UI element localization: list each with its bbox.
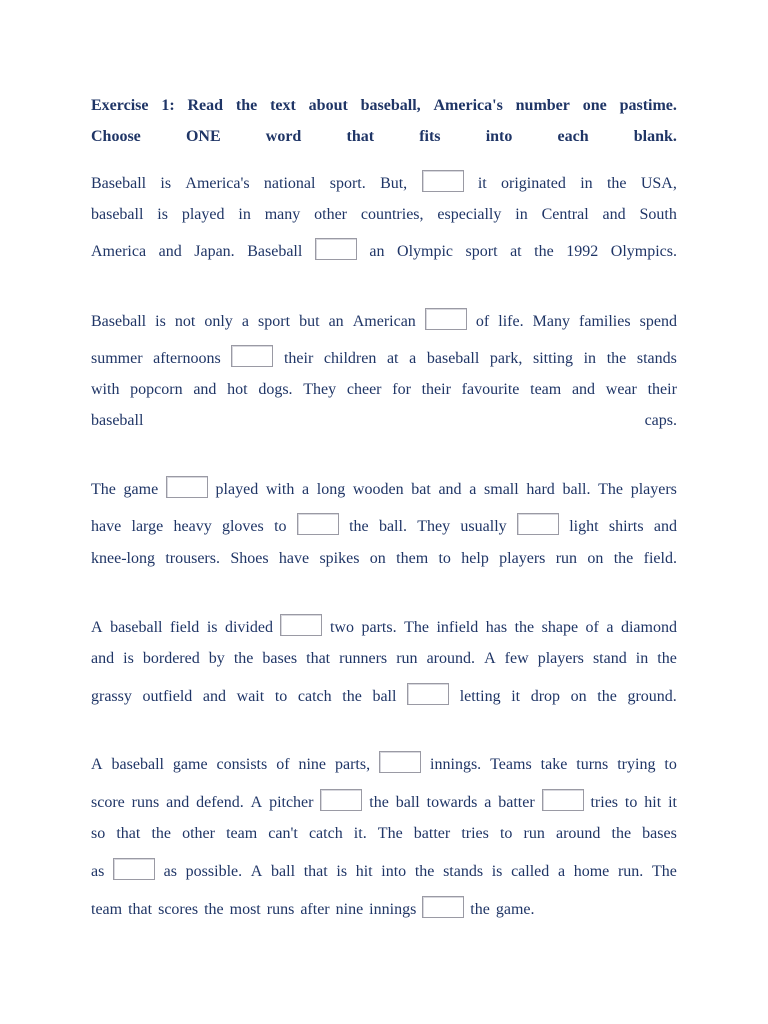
word: outfield <box>142 688 193 705</box>
answer-blank-1[interactable] <box>422 170 464 192</box>
word: ball <box>271 863 296 880</box>
word: is <box>155 313 166 330</box>
word: the <box>204 901 224 918</box>
word: runs <box>131 794 160 811</box>
word: is <box>157 206 168 223</box>
word: in <box>515 206 528 223</box>
word: A <box>250 794 263 811</box>
word: the <box>342 688 362 705</box>
text-line-p3l1 <box>91 478 677 500</box>
word: batter <box>498 794 535 811</box>
word: an <box>369 243 385 260</box>
word: trousers. <box>165 550 220 567</box>
word: with <box>265 481 295 498</box>
word: stands <box>636 350 677 367</box>
word: not <box>174 313 196 330</box>
word: ball <box>372 688 397 705</box>
text-line-p5l5 <box>91 898 677 920</box>
word: other <box>182 825 215 842</box>
word: after <box>300 901 330 918</box>
text-line-p5l1 <box>91 753 677 775</box>
word: bases <box>262 650 298 667</box>
word: Baseball <box>91 175 147 192</box>
word: Olympic <box>397 243 454 260</box>
word: the <box>470 901 490 918</box>
word: field. <box>643 550 677 567</box>
word: a <box>606 619 614 636</box>
word: diamond <box>620 619 677 636</box>
word: Exercise <box>91 97 149 114</box>
word: into <box>485 128 513 145</box>
word: Read <box>187 97 224 114</box>
word: and <box>193 381 217 398</box>
word: divided <box>224 619 273 636</box>
word: summer <box>91 350 143 367</box>
word: The <box>377 825 403 842</box>
word: caps. <box>644 412 677 429</box>
word: Shoes <box>230 550 269 567</box>
word: The <box>404 619 429 636</box>
text-line-p2l2 <box>91 347 677 369</box>
text-line-p1l1 <box>91 172 677 194</box>
word: Teams <box>490 756 532 773</box>
word: long <box>316 481 346 498</box>
word: pastime. <box>619 97 677 114</box>
word: A <box>250 863 263 880</box>
word: about <box>308 97 348 114</box>
word: so <box>91 825 106 842</box>
word: dogs. <box>258 381 293 398</box>
word: their <box>283 350 314 367</box>
word: in <box>580 175 593 192</box>
word: A <box>484 650 496 667</box>
word: that <box>306 650 331 667</box>
word: and <box>653 518 677 535</box>
word: turns <box>576 756 609 773</box>
word: a <box>241 313 249 330</box>
word: Baseball <box>247 243 303 260</box>
word: wait <box>236 688 265 705</box>
word: at <box>510 243 522 260</box>
word: it <box>477 175 487 192</box>
word: and <box>166 794 190 811</box>
word: America's <box>185 175 250 192</box>
word: many <box>264 206 301 223</box>
word: light <box>569 518 599 535</box>
word: wooden <box>352 481 404 498</box>
word: have <box>278 550 310 567</box>
word: sitting <box>532 350 573 367</box>
text-line-p1l2 <box>91 203 677 225</box>
word: tries <box>461 825 489 842</box>
word: by <box>208 650 225 667</box>
word: is <box>491 863 503 880</box>
word: and <box>602 206 626 223</box>
word: baseball <box>111 756 164 773</box>
answer-blank-11[interactable] <box>320 789 362 811</box>
word: especially <box>437 206 502 223</box>
word: is <box>160 175 172 192</box>
word: the <box>606 350 627 367</box>
word: knee-long <box>91 550 155 567</box>
word: the <box>597 688 617 705</box>
word: and <box>571 381 596 398</box>
word: a <box>469 481 477 498</box>
word: players <box>537 650 584 667</box>
word: to <box>274 688 288 705</box>
answer-blank-7[interactable] <box>517 513 559 535</box>
word: the <box>606 175 627 192</box>
word: The <box>598 481 624 498</box>
word: batter <box>413 825 451 842</box>
word: can't <box>268 825 298 842</box>
word: their <box>421 381 451 398</box>
word: heavy <box>173 518 212 535</box>
word: the <box>414 863 435 880</box>
word: ONE <box>185 128 221 145</box>
word: at <box>386 350 399 367</box>
word: the <box>613 550 634 567</box>
word: the <box>369 794 389 811</box>
word: Japan. <box>194 243 235 260</box>
text-line-p5l3 <box>91 822 677 844</box>
word: players <box>630 481 677 498</box>
word: The <box>651 863 677 880</box>
word: as <box>163 863 177 880</box>
text-line-p5l2 <box>91 791 677 813</box>
word: baseball, <box>360 97 421 114</box>
word: team <box>91 901 123 918</box>
word: sport <box>465 243 498 260</box>
word: ball. <box>378 518 407 535</box>
word: in <box>635 650 649 667</box>
word: wear <box>605 381 637 398</box>
answer-blank-4[interactable] <box>231 345 273 367</box>
answer-blank-8[interactable] <box>280 614 322 636</box>
word: of <box>585 619 599 636</box>
word: large <box>131 518 164 535</box>
word: it <box>668 794 677 811</box>
word: pitcher <box>269 794 314 811</box>
word: bases <box>642 825 677 842</box>
word: an <box>328 313 344 330</box>
word: the <box>534 243 554 260</box>
word: few <box>504 650 529 667</box>
word: of <box>276 756 290 773</box>
text-line-p3l2 <box>91 515 677 537</box>
word: baseball <box>91 412 144 429</box>
word: stand <box>592 650 627 667</box>
text-line-p3l3 <box>91 547 677 569</box>
word: America <box>91 243 147 260</box>
word: to <box>624 794 638 811</box>
word: called <box>511 863 550 880</box>
word: parts. <box>361 619 397 636</box>
word: for <box>392 381 411 398</box>
word: possible. <box>185 863 243 880</box>
word: spikes <box>319 550 360 567</box>
word: field <box>169 619 200 636</box>
word: help <box>461 550 489 567</box>
word: favourite <box>461 381 520 398</box>
word: usually <box>460 518 507 535</box>
word: runners <box>339 650 388 667</box>
word: run <box>523 825 545 842</box>
word: played <box>181 206 225 223</box>
word: and <box>158 243 182 260</box>
word: bordered <box>142 650 200 667</box>
word: a <box>484 794 492 811</box>
answer-blank-5[interactable] <box>166 476 208 498</box>
word: of <box>475 313 490 330</box>
word: innings. <box>430 756 482 773</box>
answer-blank-14[interactable] <box>422 896 464 918</box>
word: stands <box>443 863 484 880</box>
word: the <box>235 97 258 114</box>
answer-blank-10[interactable] <box>379 751 421 773</box>
word: towards <box>426 794 478 811</box>
word: one <box>582 97 607 114</box>
word: spend <box>639 313 677 330</box>
word: with <box>91 381 120 398</box>
word: into <box>381 863 407 880</box>
word: originated <box>501 175 566 192</box>
word: is <box>336 863 348 880</box>
text-line-p4l1 <box>91 616 677 638</box>
word: and <box>438 481 462 498</box>
word: on <box>369 550 386 567</box>
word: 1992 <box>566 243 599 260</box>
word: on <box>587 550 604 567</box>
word: USA, <box>640 175 677 192</box>
word: innings <box>369 901 417 918</box>
word: catch <box>308 825 343 842</box>
word: has <box>485 619 508 636</box>
word: hard <box>526 481 555 498</box>
word: to <box>664 756 677 773</box>
word: nine <box>335 901 364 918</box>
exercise-heading-line-2 <box>91 125 677 147</box>
word: game. <box>495 901 535 918</box>
word: defend. <box>196 794 244 811</box>
word: Many <box>532 313 570 330</box>
answer-blank-3[interactable] <box>425 308 467 330</box>
word: tries <box>590 794 619 811</box>
word: Central <box>541 206 589 223</box>
word: that <box>346 128 375 145</box>
answer-blank-2[interactable] <box>315 238 357 260</box>
word: game <box>172 756 208 773</box>
word: The <box>91 481 116 498</box>
word: in <box>238 206 251 223</box>
word: and <box>202 688 227 705</box>
word: it <box>511 688 521 705</box>
word: have <box>91 518 122 535</box>
word: run <box>396 650 418 667</box>
word: national <box>263 175 316 192</box>
word: shirts <box>608 518 644 535</box>
word: fits <box>419 128 441 145</box>
answer-blank-13[interactable] <box>113 858 155 880</box>
word: A <box>91 619 103 636</box>
word: baseball <box>91 206 144 223</box>
word: that <box>303 863 328 880</box>
word: sport <box>258 313 291 330</box>
word: that <box>128 901 153 918</box>
answer-blank-12[interactable] <box>542 789 584 811</box>
word: it. <box>353 825 367 842</box>
word: as <box>91 863 105 880</box>
word: life. <box>498 313 524 330</box>
text-line-p2l4 <box>91 409 677 431</box>
word: run <box>555 550 578 567</box>
word: run. <box>617 863 644 880</box>
word: They <box>417 518 451 535</box>
text-line-p1l3 <box>91 240 677 262</box>
word: but <box>299 313 320 330</box>
word: hit <box>355 863 373 880</box>
word: word <box>265 128 302 145</box>
word: trying <box>617 756 656 773</box>
word: park, <box>489 350 523 367</box>
word: ball. <box>562 481 591 498</box>
word: other <box>314 206 347 223</box>
word: gloves <box>221 518 264 535</box>
word: catch <box>297 688 332 705</box>
word: to <box>499 825 513 842</box>
word: Baseball <box>91 313 147 330</box>
word: children <box>323 350 377 367</box>
word: nine <box>298 756 327 773</box>
text-line-p4l3 <box>91 685 677 707</box>
word: two <box>329 619 354 636</box>
word: team <box>530 381 562 398</box>
word: score <box>91 794 125 811</box>
word: game <box>123 481 159 498</box>
word: South <box>639 206 677 223</box>
word: consists <box>216 756 268 773</box>
word: to <box>438 550 451 567</box>
word: But, <box>380 175 408 192</box>
word: that <box>116 825 141 842</box>
word: players <box>499 550 546 567</box>
word: them <box>396 550 429 567</box>
word: the <box>151 825 171 842</box>
text-line-p5l4 <box>91 860 677 882</box>
word: a <box>557 863 566 880</box>
word: is <box>123 650 134 667</box>
word: most <box>229 901 261 918</box>
word: the <box>233 650 254 667</box>
word: blank. <box>633 128 677 145</box>
word: played <box>215 481 259 498</box>
word: baseball <box>426 350 480 367</box>
text-line-p2l3 <box>91 378 677 400</box>
word: letting <box>459 688 501 705</box>
word: baseball <box>110 619 163 636</box>
word: is <box>206 619 218 636</box>
word: ball <box>395 794 420 811</box>
word: the <box>514 619 535 636</box>
word: the <box>349 518 369 535</box>
word: their <box>647 381 677 398</box>
word: text <box>270 97 296 114</box>
answer-blank-9[interactable] <box>407 683 449 705</box>
word: the <box>657 650 677 667</box>
word: popcorn <box>130 381 183 398</box>
word: ground. <box>627 688 677 705</box>
word: They <box>303 381 337 398</box>
word: cheer <box>346 381 382 398</box>
word: sport. <box>329 175 366 192</box>
word: take <box>540 756 568 773</box>
word: shape <box>541 619 579 636</box>
word: hot <box>227 381 248 398</box>
word: number <box>515 97 570 114</box>
word: Olympics. <box>610 243 677 260</box>
word: grassy <box>91 688 132 705</box>
word: team <box>226 825 258 842</box>
word: Choose <box>91 128 141 145</box>
word: the <box>611 825 632 842</box>
text-line-p2l1 <box>91 310 677 332</box>
word: small <box>484 481 519 498</box>
text-line-p4l2 <box>91 647 677 669</box>
word: families <box>579 313 631 330</box>
word: scores <box>158 901 199 918</box>
word: to <box>274 518 287 535</box>
word: a <box>302 481 310 498</box>
word: runs <box>266 901 295 918</box>
word: in <box>583 350 597 367</box>
word: home <box>573 863 610 880</box>
word: parts, <box>335 756 371 773</box>
word: only <box>204 313 233 330</box>
word: around <box>555 825 601 842</box>
word: around. <box>426 650 476 667</box>
word: 1: <box>161 97 175 114</box>
word: American <box>352 313 416 330</box>
answer-blank-6[interactable] <box>297 513 339 535</box>
word: drop <box>530 688 561 705</box>
word: A <box>91 756 103 773</box>
word: on <box>570 688 587 705</box>
word: hit <box>644 794 662 811</box>
word: a <box>409 350 417 367</box>
word: afternoons <box>153 350 221 367</box>
word: each <box>557 128 589 145</box>
word: countries, <box>360 206 424 223</box>
word: America's <box>433 97 503 114</box>
word: and <box>91 650 115 667</box>
word: infield <box>436 619 479 636</box>
word: bat <box>411 481 431 498</box>
exercise-heading-line-1 <box>91 94 677 116</box>
